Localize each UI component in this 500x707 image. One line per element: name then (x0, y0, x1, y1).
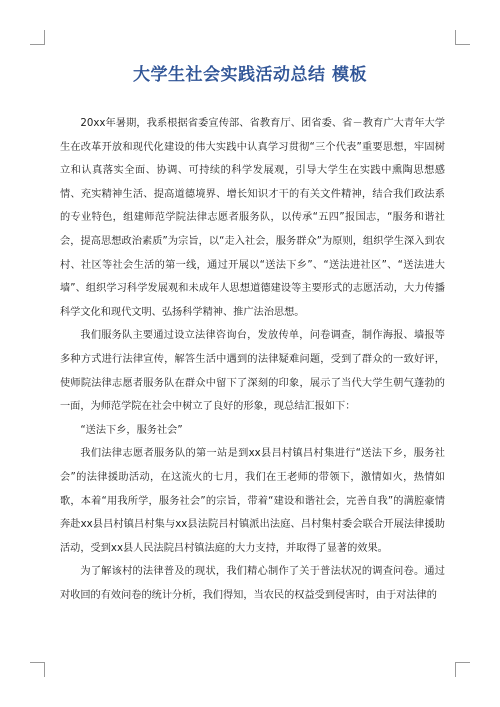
crop-mark-top-left (30, 30, 45, 45)
paragraph-first-stop: 我们法律志愿者服务队的第一站是到xx县吕村镇吕村集进行“送法下乡，服务社会”的法律援助活动，在这流火的七月，我们在王老师的带领下，激情如火，热情如歌，本着“用我所学，服务社会”的宗旨，带着“建设和谐社会，完善自我”的满腔豪情奔赴xx县吕村镇吕村集与xx县法院吕村镇派出法庭、吕村集村委会联合开展法律援助活动，受到xx县人民法院吕村镇法庭的大力支持，并取得了显著的效果。 (60, 448, 445, 554)
crop-mark-bottom-right (455, 662, 470, 677)
paragraph-survey: 为了解该村的法律普及的现状，我们精心制作了关于普法状况的调查问卷。通过对收回的有效问卷的统计分析，我们得知，当农民的权益受到侵害时，由于对法律的 (60, 566, 445, 601)
paragraph-intro: 20xx年暑期，我系根据省委宣传部、省教育厅、团省委、省－教育广大青年大学生在改革开放和现代化建设的伟大实践中认真学习贯彻“三个代表”重要思想，牢固树立和认真落实全面、协调、可持续的科学发展观，引导大学生在实践中熏陶思想感情、充实精神生活、提高道德境界、增长知识才干的有关文件精神，结合我们政法系的专业特色，组建师范学院法律志愿者服务队，以传承“五四”报国志，“服务和谐社会，提高思想政治素质”为宗旨，以“走入社会，服务群众”为原则，组织学生深入到农村、社区等社会生活的第一线，通过开展以“送法下乡”、“送法进社区”、“送法进大墙”、组织学习科学发展观和未成年人思想道德建设等主要形式的志愿活动，大力传播科学文化和现代文明、弘扬科学精神、推广法治思想。 (60, 118, 445, 318)
crop-mark-bottom-left (30, 662, 45, 677)
paragraph-service-overview: 我们服务队主要通过设立法律咨询台，发放传单，问卷调查，制作海报、墙报等多种方式进行法律宣传，解答生活中遇到的法律疑难问题，受到了群众的一致好评，使师院法律志愿者服务队在群众中留下了深刻的印象，展示了当代大学生朝气蓬勃的一面，为师范学院在社会中树立了良好的形象，现总结汇报如下： (60, 330, 445, 413)
document-title: 大学生社会实践活动总结 模板 (133, 65, 367, 85)
document-body (60, 112, 445, 607)
section-heading: “送法下乡，服务社会” (80, 424, 183, 436)
crop-mark-top-right (455, 30, 470, 45)
